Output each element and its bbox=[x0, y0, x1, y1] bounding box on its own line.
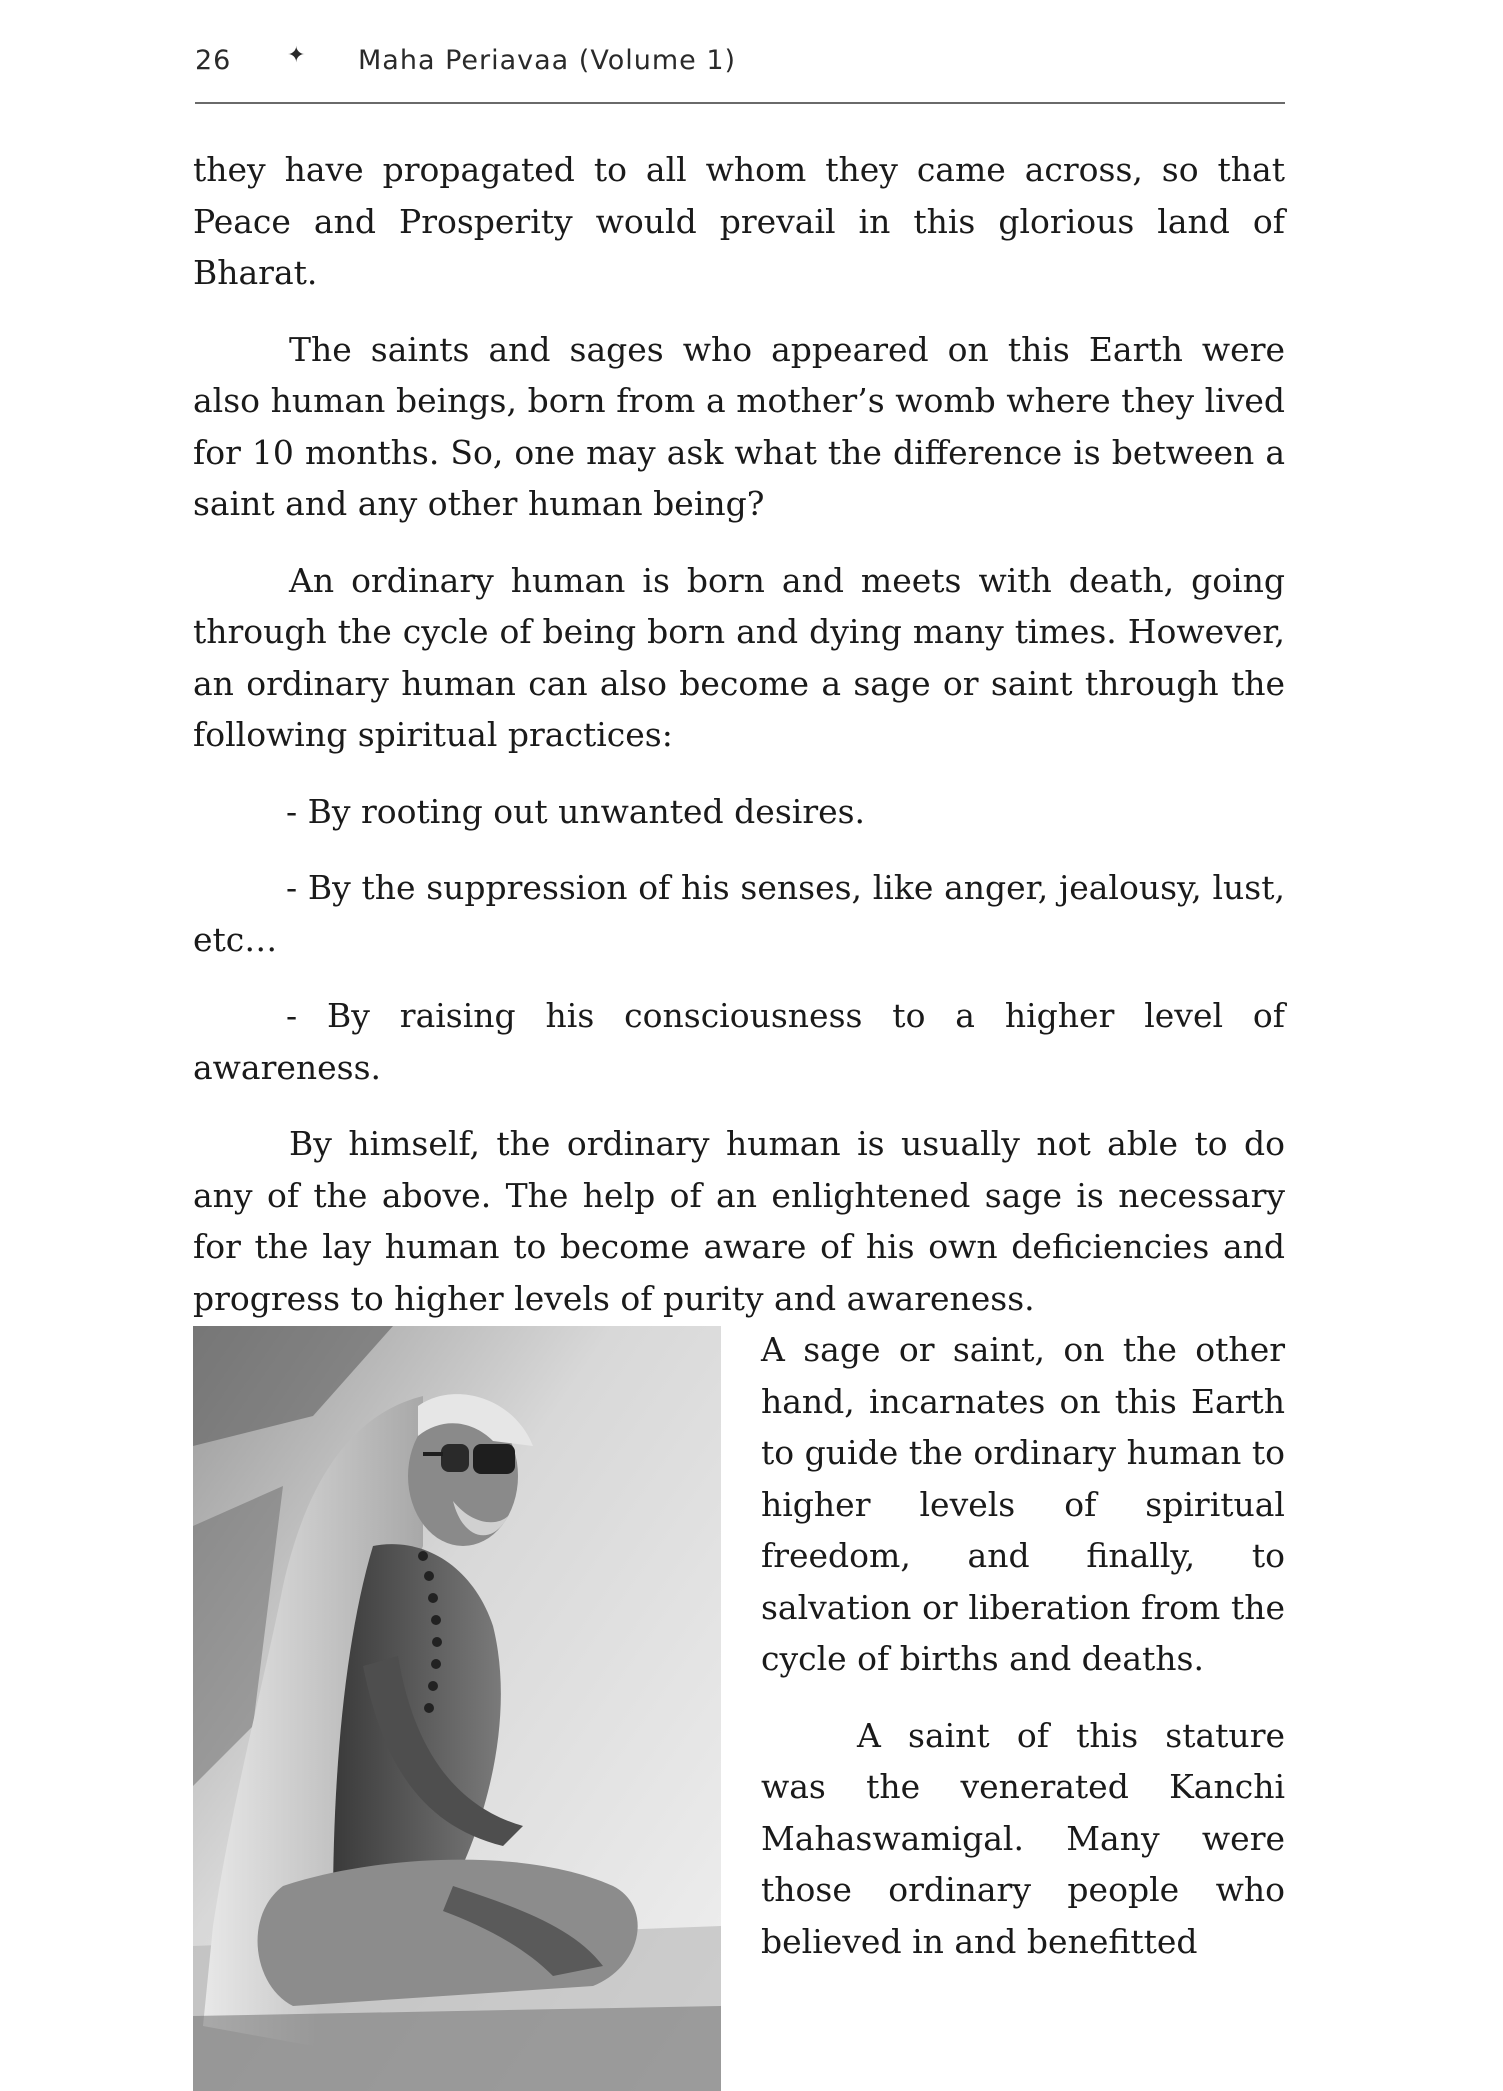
bullet-item: - By the suppression of his senses, like anger, jealousy, lust, etc… bbox=[193, 868, 1285, 959]
running-title: Maha Periavaa (Volume 1) bbox=[358, 45, 737, 76]
paragraph: A saint of this stature was the venerated Kanchi Mahaswamigal. Many were those ordinary people who believed in and benefitted bbox=[761, 1715, 1285, 1961]
paragraph: they have propagated to all whom they came across, so that Peace and Prosperity would prevail in this glorious land of Bharat. bbox=[193, 150, 1285, 292]
paragraph: An ordinary human is born and meets with death, going through the cycle of being born and dying many times. However, an ordinary human can also become a sage or saint through the following spiritual practices: bbox=[193, 560, 1285, 754]
running-header bbox=[195, 40, 1285, 80]
page-number: 26 bbox=[195, 45, 232, 76]
sage-photograph bbox=[193, 1326, 721, 2091]
paragraph: By himself, the ordinary human is usually not able to do any of the above. The help of an enlightened sage is necessary for the lay human to become aware of his own deficiencies and progress to higher levels of purity and awareness. bbox=[193, 1124, 1285, 1318]
ornament-separator: ✦ bbox=[287, 43, 307, 68]
bullet-item: - By raising his consciousness to a higher level of awareness. bbox=[193, 996, 1285, 1087]
header-rule bbox=[195, 102, 1285, 104]
bullet-item: - By rooting out unwanted desires. bbox=[286, 791, 866, 831]
paragraph: A sage or saint, on the other hand, incarnates on this Earth to guide the ordinary human to higher levels of spiritual freedom, and finally, to salvation or liberation from the cycle of births and deaths. bbox=[761, 1330, 1285, 1678]
paragraph: The saints and sages who appeared on this Earth were also human beings, born from a mother’s womb where they lived for 10 months. So, one may ask what the difference is between a saint and any other human being? bbox=[193, 329, 1285, 523]
page-body bbox=[193, 144, 1285, 2091]
